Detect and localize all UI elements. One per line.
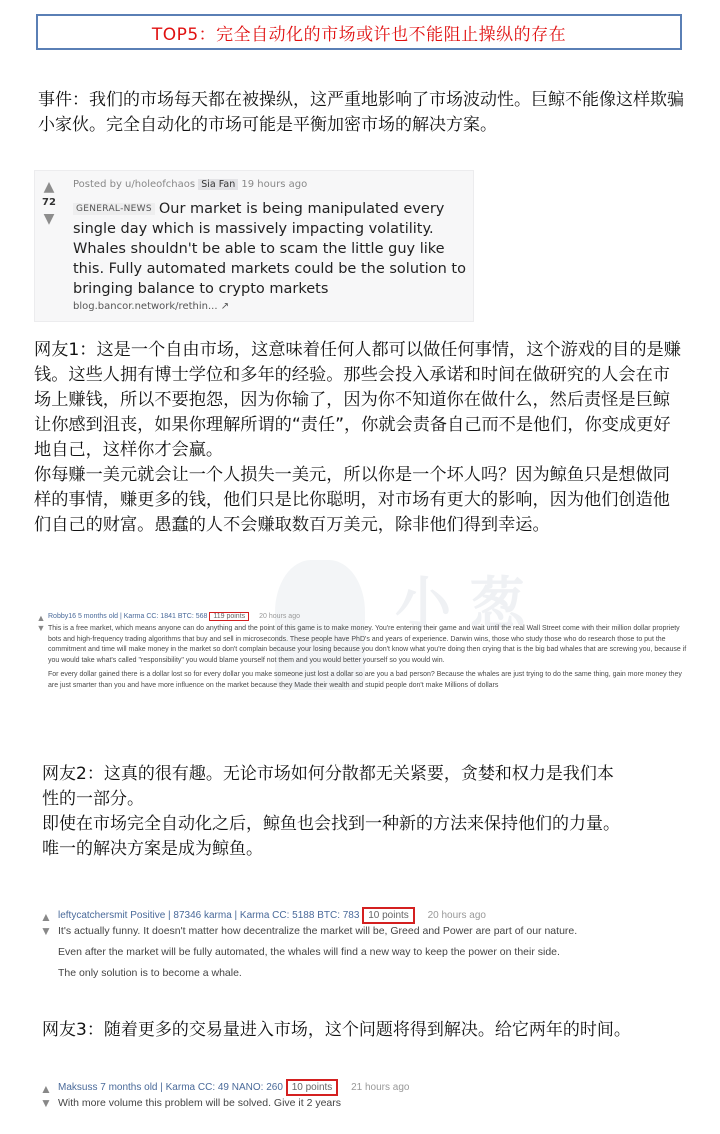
- downvote-arrow-icon[interactable]: ▼: [40, 924, 52, 938]
- upvote-arrow-icon[interactable]: ▲: [40, 1082, 52, 1096]
- post-link-text: blog.bancor.network/rethin...: [73, 301, 218, 312]
- comment2-vote: [40, 910, 50, 938]
- downvote-arrow-icon[interactable]: ▼: [43, 211, 55, 227]
- comment2-para3: The only solution is to become a whale.: [58, 967, 242, 979]
- post-link[interactable]: [73, 301, 229, 312]
- comment3-header: [58, 1082, 698, 1093]
- downvote-arrow-icon[interactable]: ▼: [40, 1096, 52, 1110]
- netizen2-line3: 唯一的解决方案是成为鲸鱼。: [42, 839, 263, 859]
- netizen3-text: 网友3：随着更多的交易量进入市场，这个问题将得到解决。给它两年的时间。: [42, 1020, 631, 1040]
- comment3-para1: With more volume this problem will be solved. Give it 2 years: [58, 1097, 342, 1109]
- comment3-vote: [40, 1082, 50, 1110]
- netizen1-para1: 网友1：这是一个自由市场，这意味着任何人都可以做任何事情，这个游戏的目的是赚钱。这些人拥有博士学位和多年的经验。那些会投入承诺和时间在做研究的人会在市场上赚钱，所以不要抱怨，因为你输了，因为你不知道你在做什么，然后责怪是巨鲸让你感到沮丧，如果你理解所谓的“责任”，你就会责备自己而不是他们，你变成更好地自己，这样你才会赢。: [34, 340, 681, 460]
- comment3-time: 21 hours ago: [351, 1082, 410, 1093]
- comment2-header: [58, 910, 698, 921]
- comment3-points: 10 points: [286, 1079, 339, 1096]
- comment1: [36, 613, 688, 691]
- comment3-body: [58, 1093, 698, 1114]
- comment3: [40, 1082, 698, 1114]
- post-title[interactable]: [73, 199, 468, 299]
- post-author[interactable]: Posted by u/holeofchaos: [73, 179, 196, 190]
- comment2-points: 10 points: [362, 907, 415, 924]
- comment2-para1: It's actually funny. It doesn't matter how decentralize the market will be, Greed and Power are part of our nature.: [58, 925, 578, 937]
- external-link-icon: ↗: [220, 301, 230, 312]
- post-time: 19 hours ago: [241, 179, 308, 190]
- comment1-body: [48, 624, 688, 691]
- comment2: [40, 910, 698, 984]
- comment2-para2: Even after the market will be fully automated, the whales will find a new way to keep the power on their side.: [58, 946, 560, 958]
- user-flair: Sia Fan: [198, 179, 238, 190]
- watermark: 小葱: [395, 572, 543, 637]
- page-title-text: TOP5：完全自动化的市场或许也不能阻止操纵的存在: [151, 24, 567, 45]
- netizen2-translation: [42, 762, 622, 862]
- netizen1-translation: [34, 338, 684, 538]
- comment3-meta[interactable]: Maksuss 7 months old | Karma CC: 49 NANO: 260: [58, 1082, 283, 1093]
- netizen2-line2: 即使在市场完全自动化之后，鲸鱼也会找到一种新的方法来保持他们的力量。: [42, 814, 620, 834]
- upvote-arrow-icon[interactable]: ▲: [40, 910, 52, 924]
- comment2-time: 20 hours ago: [427, 910, 486, 921]
- event-text: 事件：我们的市场每天都在被操纵，这严重地影响了市场波动性。巨鲸不能像这样欺骗小家伙。完全自动化的市场可能是平衡加密市场的解决方案。: [38, 90, 684, 135]
- comment1-time: 20 hours ago: [259, 613, 300, 620]
- upvote-arrow-icon[interactable]: ▲: [36, 613, 46, 623]
- netizen1-para2: 你每赚一美元就会让一个人损失一美元，所以你是一个坏人吗？因为鲸鱼只是想做同样的事情，赚更多的钱，他们只是比你聪明，对市场有更大的影响，因为他们创造他们自己的财富。愚蠢的人不会赚取数百万美元，除非他们得到幸运。: [34, 465, 670, 535]
- comment2-body: [58, 921, 698, 984]
- post-meta: [73, 179, 307, 190]
- comment1-header: [48, 613, 688, 620]
- comment1-para1: This is a free market, which means anyone can do anything and the point of this game is to make money. You're entering their game and wait until the real Wall Street come with their million dollar propriety bots and high-frequency trading algorithms that buy and sell in microseconds. These people have PhD's and years of experience. Darwin wins, those who study those who do research those to put the commitment and time will make money in the market so don't complain because your losing because you don't know what you're doing then crying that is the big bad whales that are screwing you, because if you would take what's called "responsibility" you would blame yourself not them and you would better yourself so you would win.: [48, 625, 687, 664]
- comment2-meta[interactable]: leftycatchersmit Positive | 87346 karma | Karma CC: 5188 BTC: 783: [58, 910, 360, 921]
- comment1-points: 119 points: [209, 612, 249, 621]
- post-score: 72: [42, 197, 56, 208]
- vote-column: [35, 171, 63, 321]
- downvote-arrow-icon[interactable]: ▼: [36, 623, 46, 633]
- netizen2-line1: 网友2：这真的很有趣。无论市场如何分散都无关紧要，贪婪和权力是我们本性的一部分。: [42, 764, 614, 809]
- comment1-vote: [36, 613, 46, 633]
- comment1-para2: For every dollar gained there is a dollar lost so for every dollar you make someone just lost a dollar so are you a bad person? Because the whales are just trying to do the same thing, gain more money they are just smarter than you and have more influence on the market because they Made their wealth and stupid people don't make Millions of dollars: [48, 671, 682, 689]
- reddit-post-card: [34, 170, 474, 322]
- page-title: [36, 14, 682, 50]
- upvote-arrow-icon[interactable]: ▲: [43, 179, 55, 195]
- comment1-meta[interactable]: Robby16 5 months old | Karma CC: 1841 BTC: 568: [48, 613, 208, 620]
- event-description: [38, 88, 698, 138]
- post-flair-tag: GENERAL-NEWS: [73, 203, 155, 215]
- post-title-text: Our market is being manipulated every single day which is massively impacting volatility. Whales shouldn't be able to scam the little guy like this. Fully automated markets could be the solution to bringing balance to crypto markets: [73, 201, 466, 297]
- netizen3-translation: [42, 1018, 682, 1043]
